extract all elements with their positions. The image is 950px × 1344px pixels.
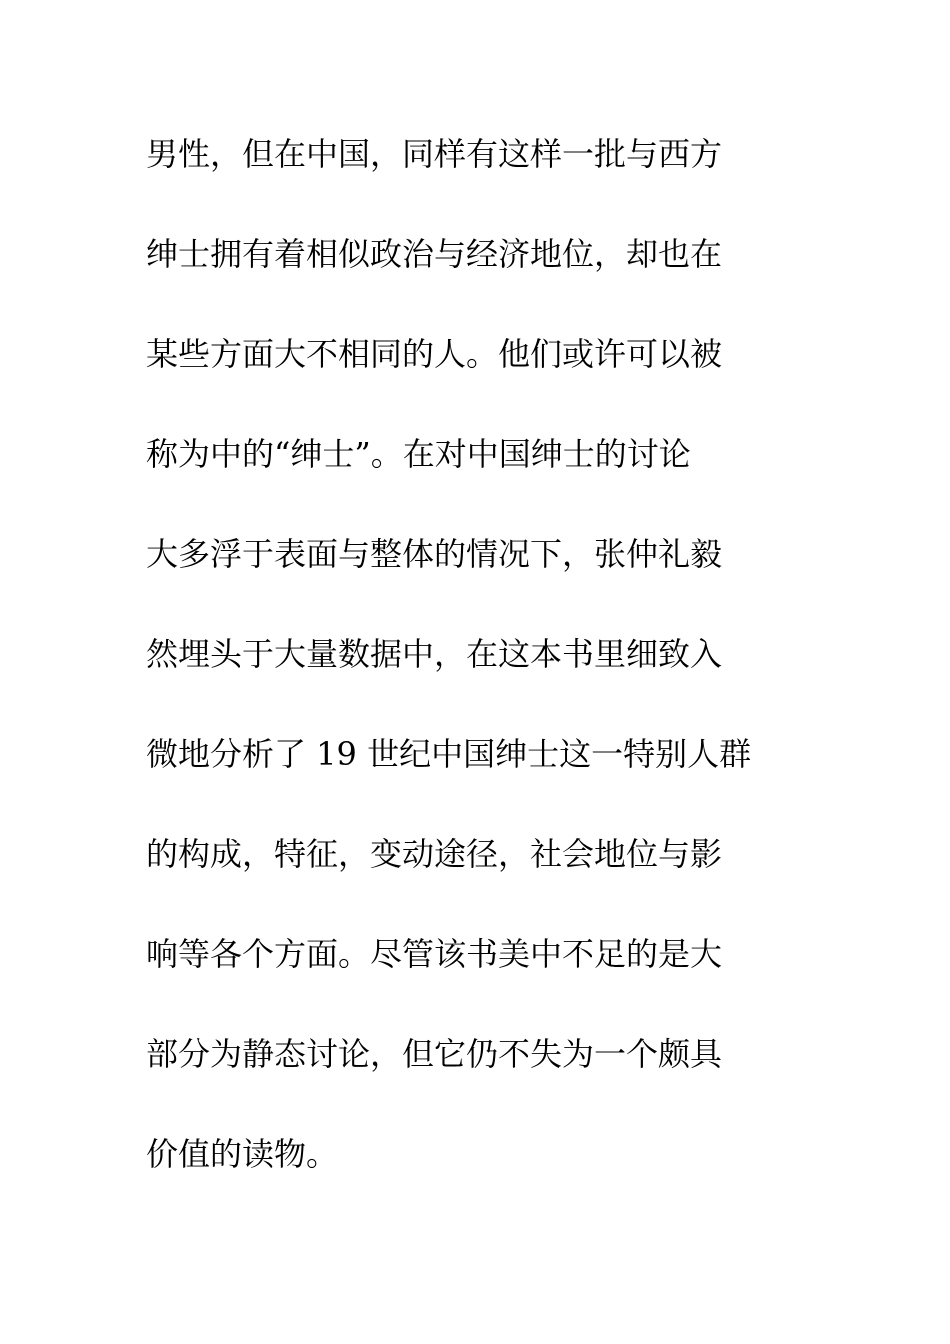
text-line-1: 男性，但在中国，同样有这样一批与西方 <box>146 135 723 173</box>
text-line-6: 然埋头于大量数据中，在这本书里细致入 <box>146 635 723 673</box>
text-line-5: 大多浮于表面与整体的情况下，张仲礼毅 <box>146 535 723 573</box>
text-line-11: 价值的读物。 <box>146 1135 339 1173</box>
text-line-3: 某些方面大不相同的人。他们或许可以被 <box>146 335 723 373</box>
text-line-4: 称为中的“绅士”。在对中国绅士的讨论 <box>146 435 691 473</box>
body-paragraph <box>146 122 806 1222</box>
text-line-7: 微地分析了 19 世纪中国绅士这一特别人群 <box>146 735 752 773</box>
text-line-2: 绅士拥有着相似政治与经济地位，却也在 <box>146 235 723 273</box>
text-line-9: 响等各个方面。尽管该书美中不足的是大 <box>146 935 723 973</box>
text-line-8: 的构成，特征，变动途径，社会地位与影 <box>146 835 723 873</box>
text-line-10: 部分为静态讨论，但它仍不失为一个颇具 <box>146 1035 723 1073</box>
